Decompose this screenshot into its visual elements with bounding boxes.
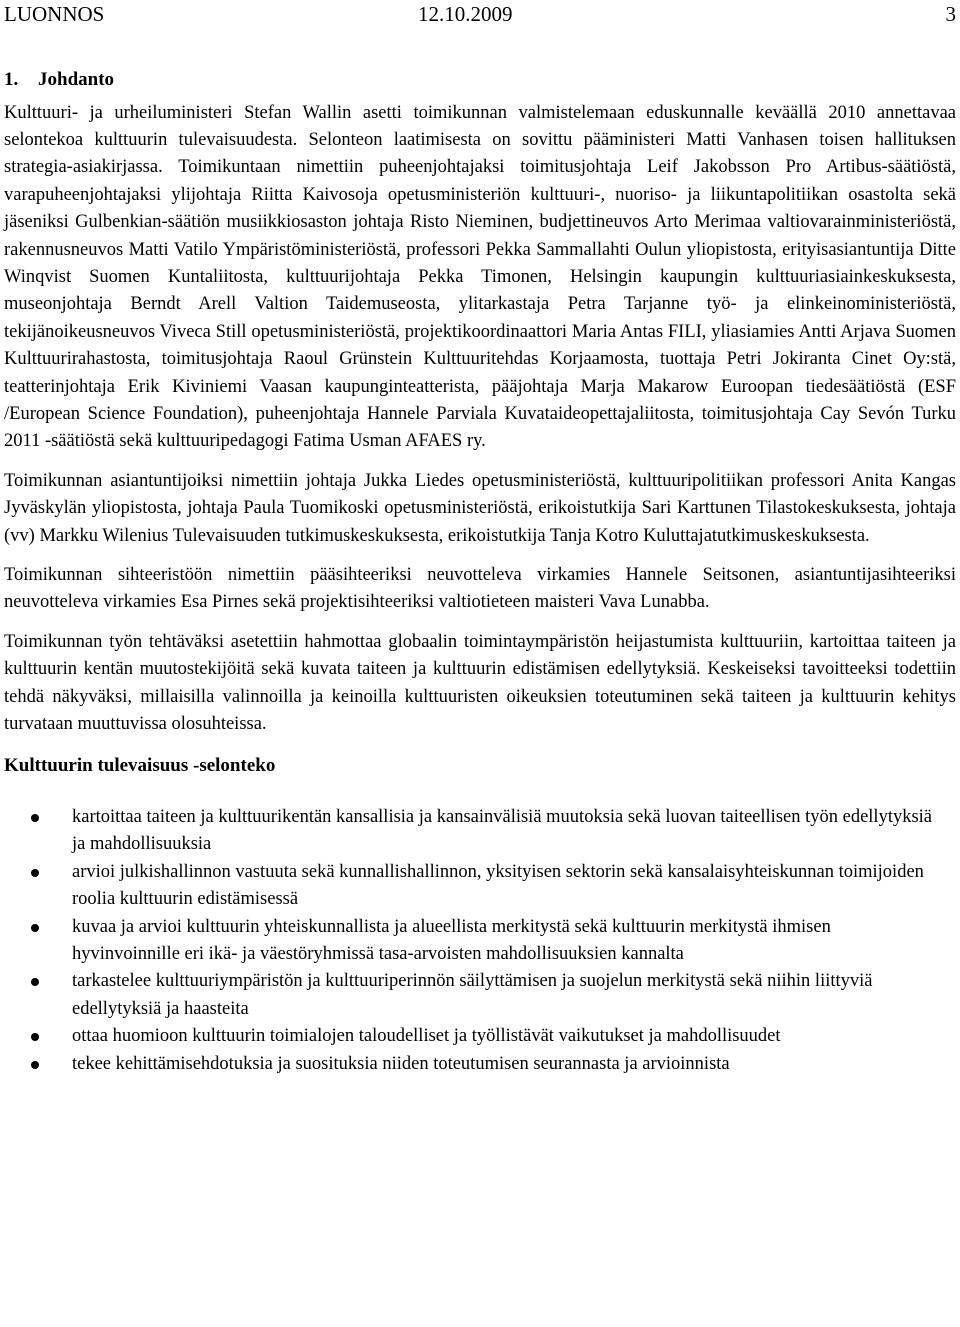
bullet-icon bbox=[31, 1061, 39, 1069]
header-date: 12.10.2009 bbox=[418, 2, 513, 26]
bullet-list bbox=[4, 804, 956, 1078]
subheading-report: Kulttuurin tulevaisuus -selonteko bbox=[4, 755, 276, 777]
list-item bbox=[4, 1051, 956, 1078]
section-number: 1. bbox=[4, 69, 19, 90]
paragraph-task: Toimikunnan työn tehtäväksi asetettiin hahmottaa globaalin toimintaympäristön heijastumista kulttuuriin, kartoittaa taiteen ja kulttuurin kentän muutostekijöitä sekä kuvata taiteen ja kulttuurin edistämisen edellytyksiä. Keskeiseksi tavoitteeksi todettiin tehdä näkyväksi, millaisilla valinnoilla ja keinoilla kulttuuristen oikeuksien toteutuminen sekä taiteen ja kulttuurin kehitys turvataan muuttuvissa olosuhteissa. bbox=[4, 631, 956, 735]
list-item-text: tekee kehittämisehdotuksia ja suosituksia niiden toteutumisen seurannasta ja arvioinnista bbox=[72, 1053, 730, 1074]
page-number: 3 bbox=[945, 2, 956, 26]
list-item bbox=[4, 804, 956, 859]
bullet-icon bbox=[31, 869, 39, 877]
list-item bbox=[4, 914, 956, 969]
list-item bbox=[4, 1023, 956, 1050]
list-item-text: kuvaa ja arvioi kulttuurin yhteiskunnallista ja alueellista merkitystä sekä kulttuurin merkitystä ihmisen hyvinvoinnille eri ikä- ja väestöryhmissä tasa-arvoisten mahdollisuuksien kannalta bbox=[72, 916, 831, 964]
bullet-icon bbox=[31, 978, 39, 986]
bullet-icon bbox=[31, 924, 39, 932]
paragraph-experts: Toimikunnan asiantuntijoiksi nimettiin johtaja Jukka Liedes opetusministeriöstä, kulttuuripolitiikan professori Anita Kangas Jyväskylän yliopistosta, johtaja Paula Tuomikoski opetusministeriöstä, erikoistutkija Sari Karttunen Tilastokeskuksesta, johtaja (vv) Markku Wilenius Tulevaisuuden tutkimuskeskuksesta, erikoistutkija Tanja Kotro Kuluttajatutkimuskeskuksesta. bbox=[4, 470, 956, 546]
section-heading-introduction bbox=[4, 66, 956, 94]
list-item-text: arvioi julkishallinnon vastuuta sekä kunnallishallinnon, yksityisen sektorin sekä kansalaisyhteiskunnan toimijoiden roolia kulttuurin edistämisessä bbox=[72, 861, 924, 910]
document-page bbox=[4, 0, 956, 1078]
list-item bbox=[4, 968, 956, 1023]
section-title: Johdanto bbox=[38, 69, 115, 90]
paragraph-committee-members: Kulttuuri- ja urheiluministeri Stefan Wallin asetti toimikunnan valmistelemaan eduskunnalle keväällä 2010 annettavaa selontekoa kulttuurin tulevaisuudesta. Selonteon laatimisesta on sovittu pääministeri Matti Vanhasen toisen hallituksen strategia-asiakirjassa. Toimikuntaan nimettiin puheenjohtajaksi toimitusjohtaja Leif Jakobsson Pro Artibus-säätiöstä, varapuheenjohtajaksi ylijohtaja Riitta Kaivosoja opetusministeriön kulttuuri-, nuoriso- ja liikuntapolitiikan osastolta sekä jäseniksi Gulbenkian-säätiön musiikkiosaston johtaja Risto Nieminen, budjettineuvos Arto Merimaa valtiovarainministeriöstä, rakennusneuvos Matti Vatilo Ympäristöministeriöstä, professori Pekka Sammallahti Oulun yliopistosta, erityisasiantuntija Ditte Winqvist Suomen Kuntaliitosta, kulttuurijohtaja Pekka Timonen, Helsingin kaupungin kulttuuriasiainkeskuksesta, museonjohtaja Berndt Arell Valtion Taidemuseosta, ylitarkastaja Petra Tarjanne työ- ja elinkeinoministeriöstä, tekijänoikeusneuvos Viveca Still opetusministeriöstä, projektikoordinaattori Maria Antas FILI, yliasiamies Antti Arjava Suomen Kulttuurirahastosta, toimitusjohtaja Raoul Grünstein Kulttuuritehdas Korjaamosta, tuottaja Petri Jokiranta Cinet Oy:stä, teatterinjohtaja Erik Kiviniemi Vaasan kaupunginteatterista, pääjohtaja Marja Makarow Euroopan tiedesäätiöstä (ESF /European Science Foundation), puheenjohtaja Hannele Parviala Kuvataideopettajaliitosta, toimitusjohtaja Cay Sevón Turku 2011 -säätiöstä sekä kulttuuripedagogi Fatima Usman AFAES ry. bbox=[4, 102, 956, 452]
list-item-text: kartoittaa taiteen ja kulttuurikentän kansallisia ja kansainvälisiä muutoksia sekä luovan taiteellisen työn edellytyksiä ja mahdollisuuksia bbox=[72, 806, 933, 855]
draft-label: LUONNOS bbox=[4, 2, 105, 26]
bullet-icon bbox=[31, 814, 39, 822]
page-header bbox=[4, 0, 956, 28]
list-item-text: ottaa huomioon kulttuurin toimialojen taloudelliset ja työllistävät vaikutukset ja mahdollisuudet bbox=[72, 1026, 781, 1047]
list-item bbox=[4, 859, 956, 914]
paragraph-secretariat: Toimikunnan sihteeristöön nimettiin pääsihteeriksi neuvotteleva virkamies Hannele Seitsonen, asiantuntijasihteeriksi neuvotteleva virkamies Esa Pirnes sekä projektisihteeriksi valtiotieteen maisteri Vava Lunabba. bbox=[4, 565, 956, 613]
list-item-text: tarkastelee kulttuuriympäristön ja kulttuuriperinnön säilyttämisen ja suojelun merkitystä sekä niihin liittyviä edellytyksiä ja haasteita bbox=[72, 971, 873, 1019]
bullet-icon bbox=[31, 1033, 39, 1041]
